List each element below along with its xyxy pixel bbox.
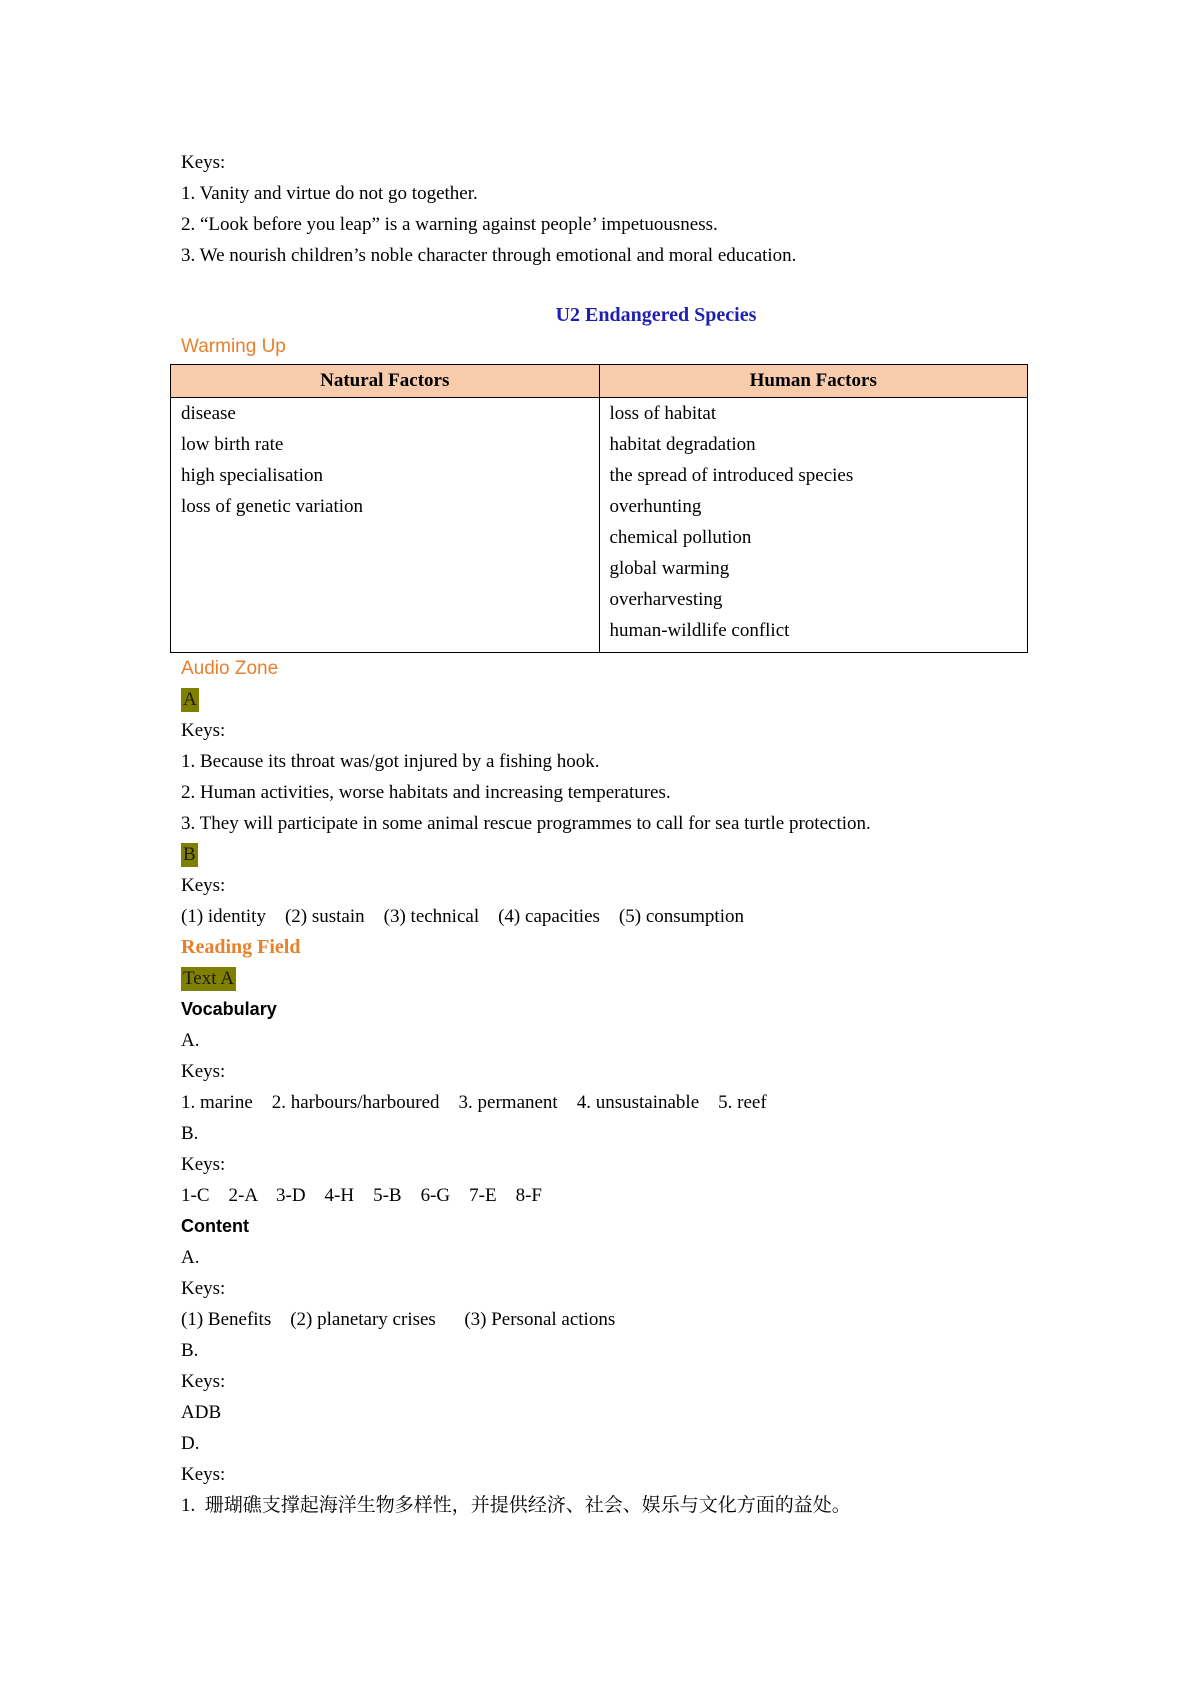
natural-factor-item: low birth rate: [181, 434, 284, 455]
audio-b-keys-label: Keys:: [181, 875, 226, 896]
vocab-a-keys-label: Keys:: [181, 1061, 226, 1082]
section-a-label: A: [183, 689, 197, 710]
vocab-b-label: B.: [181, 1123, 199, 1144]
content-d-label: D.: [181, 1433, 200, 1454]
content-d-keys-label: Keys:: [181, 1464, 226, 1485]
audio-b-answers: (1) identity (2) sustain (3) technical (4) capacities (5) consumption: [181, 906, 744, 927]
natural-factor-item: high specialisation: [181, 465, 323, 486]
content-b-answers: ADB: [181, 1402, 222, 1423]
human-factor-item: chemical pollution: [609, 527, 752, 548]
natural-factors-cell: [171, 398, 600, 653]
audio-zone-heading: Audio Zone: [181, 658, 279, 679]
text-a-label: Text A: [183, 968, 234, 989]
vocab-b-keys-label: Keys:: [181, 1154, 226, 1175]
audio-a-item-1: 1. Because its throat was/got injured by a fishing hook.: [181, 751, 600, 772]
audio-a-item-3: 3. They will participate in some animal rescue programmes to call for sea turtle protection.: [181, 813, 871, 834]
audio-a-keys-label: Keys:: [181, 720, 226, 741]
human-factor-item: human-wildlife conflict: [609, 620, 790, 641]
key-item-1: 1. Vanity and virtue do not go together.: [181, 183, 478, 204]
human-factor-item: habitat degradation: [609, 434, 756, 455]
audio-a-item-2: 2. Human activities, worse habitats and increasing temperatures.: [181, 782, 671, 803]
human-factor-item: overharvesting: [609, 589, 723, 610]
content-a-answers: (1) Benefits (2) planetary crises (3) Personal actions: [181, 1309, 616, 1330]
content-d-answers: 1. 珊瑚礁支撑起海洋生物多样性，并提供经济、社会、娱乐与文化方面的益处。: [181, 1495, 851, 1516]
human-factor-item: overhunting: [609, 496, 702, 517]
natural-factor-item: disease: [181, 403, 236, 424]
vocab-b-answers: 1-C 2-A 3-D 4-H 5-B 6-G 7-E 8-F: [181, 1185, 542, 1206]
content-b-label: B.: [181, 1340, 199, 1361]
key-item-2: 2. “Look before you leap” is a warning against people’ impetuousness.: [181, 214, 718, 235]
content-a-keys-label: Keys:: [181, 1278, 226, 1299]
vocab-a-label: A.: [181, 1030, 200, 1051]
warming-up-heading: Warming Up: [181, 336, 286, 357]
natural-factors-header: Natural Factors: [171, 365, 600, 398]
unit-title: U2 Endangered Species: [555, 304, 757, 326]
human-factor-item: loss of habitat: [609, 403, 717, 424]
human-factors-header: Human Factors: [599, 365, 1028, 398]
natural-factor-item: loss of genetic variation: [181, 496, 364, 517]
keys-label: Keys:: [181, 152, 226, 173]
section-b-label: B: [183, 844, 196, 865]
human-factors-cell: [599, 398, 1028, 653]
vocab-a-answers: 1. marine 2. harbours/harboured 3. permanent 4. unsustainable 5. reef: [181, 1092, 767, 1113]
reading-field-heading: Reading Field: [181, 936, 301, 958]
vocabulary-heading: Vocabulary: [181, 999, 277, 1019]
factors-table: [170, 364, 1028, 653]
content-a-label: A.: [181, 1247, 200, 1268]
content-heading: Content: [181, 1216, 249, 1236]
content-b-keys-label: Keys:: [181, 1371, 226, 1392]
human-factor-item: the spread of introduced species: [609, 465, 854, 486]
human-factor-item: global warming: [609, 558, 730, 579]
document-content: [181, 147, 1041, 1521]
key-item-3: 3. We nourish children’s noble character through emotional and moral education.: [181, 245, 797, 266]
